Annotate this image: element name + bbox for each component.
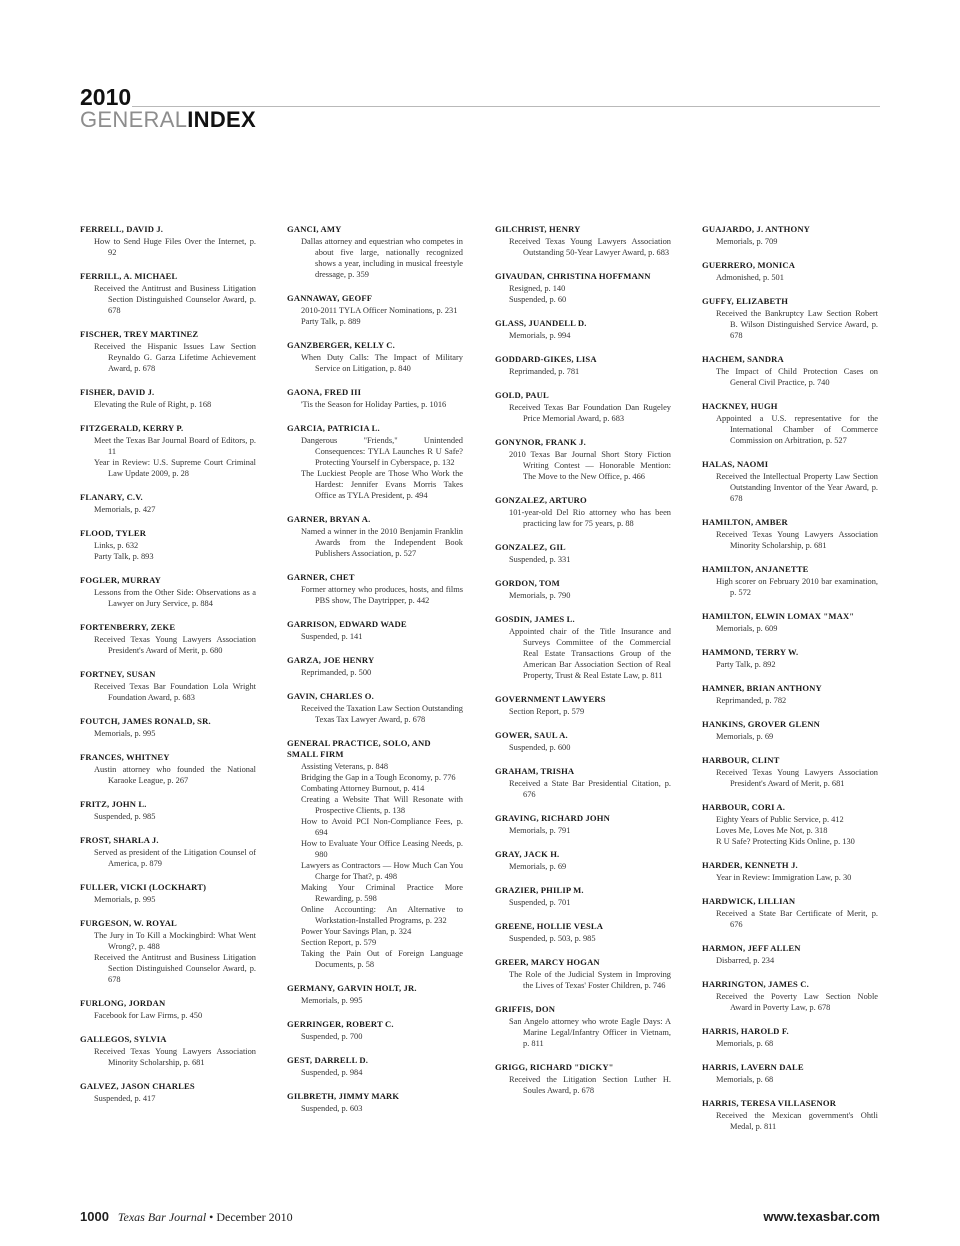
index-entry [495,224,671,258]
entry-reference: Lawyers as Contractors — How Much Can You Charge for That?, p. 498 [301,861,463,881]
entry-reference: Received the Poverty Law Section Noble Award in Poverty Law, p. 678 [716,992,878,1012]
index-entry [495,921,671,944]
index-entry [80,799,256,822]
index-header [80,86,880,131]
index-entry [702,647,878,670]
index-entry [495,318,671,341]
entry-reference: The Role of the Judicial System in Improving the Lives of Texas' Foster Children, p. 746 [509,970,671,990]
footer-bullet: • [209,1210,214,1224]
entry-reference: Links, p. 632 [94,541,139,550]
entry-reference: Resigned, p. 140 [509,284,566,293]
index-entry [702,896,878,930]
index-entry [702,719,878,742]
entry-reference: Meet the Texas Bar Journal Board of Editors, p. 11 [94,436,256,456]
entry-reference: Memorials, p. 994 [509,331,571,340]
index-entry [287,423,463,501]
index-entry [495,578,671,601]
entry-name: HAMNER, BRIAN ANTHONY [702,683,822,693]
entry-reference: 'Tis the Season for Holiday Parties, p. 1016 [301,400,447,409]
index-entry [495,1062,671,1096]
entry-reference: Received the Bankruptcy Law Section Robert B. Wilson Distinguished Service Award, p. 678 [716,309,878,340]
index-column-1 [80,224,256,1117]
index-entry [702,1098,878,1132]
index-entry [495,813,671,836]
index-entry [702,802,878,847]
entry-name: GRAHAM, TRISHA [495,766,575,776]
entry-name: GUAJARDO, J. ANTHONY [702,224,811,234]
entry-reference: Memorials, p. 427 [94,505,156,514]
entry-reference: Received Texas Bar Foundation Dan Rugeley Price Memorial Award, p. 683 [509,403,671,423]
entry-reference: Year in Review: U.S. Supreme Court Criminal Law Update 2009, p. 28 [94,458,256,478]
entry-reference: The Luckiest People are Those Who Work the Hardest: Jennifer Evans Morris Takes Office as TYLA President, p. 494 [301,469,463,500]
entry-reference: Reprimanded, p. 782 [716,696,787,705]
entry-name: FISCHER, TREY MARTINEZ [80,329,199,339]
index-entry [287,1091,463,1114]
index-entry [80,224,256,258]
entry-name: HAMILTON, ELWIN LOMAX "MAX" [702,611,855,621]
entry-name: FRANCES, WHITNEY [80,752,170,762]
entry-reference: Assisting Veterans, p. 848 [301,762,389,771]
entry-reference: Received a State Bar Presidential Citation, p. 676 [509,779,671,799]
entry-name: FORTNEY, SUSAN [80,669,156,679]
index-entry [702,755,878,789]
website-link[interactable]: www.texasbar.com [763,1209,880,1224]
entry-name: HARRINGTON, JAMES C. [702,979,809,989]
entry-reference: How to Avoid PCI Non-Compliance Fees, p. 694 [301,817,463,837]
index-entry [287,655,463,678]
entry-reference: Memorials, p. 709 [716,237,778,246]
entry-name: HAMILTON, AMBER [702,517,788,527]
entry-reference: Bridging the Gap in a Tough Economy, p. 776 [301,773,456,782]
index-entry [495,437,671,482]
entry-name: GERMANY, GARVIN HOLT, JR. [287,983,417,993]
entry-reference: How to Evaluate Your Office Leasing Needs, p. 980 [301,839,463,859]
index-entry [702,860,878,883]
entry-name: GRAZIER, PHILIP M. [495,885,584,895]
entry-name: GREER, MARCY HOGAN [495,957,600,967]
entry-name: GOVERNMENT LAWYERS [495,694,606,704]
entry-reference: Reprimanded, p. 500 [301,668,372,677]
page-number: 1000 [80,1209,109,1224]
entry-reference: Memorials, p. 69 [716,732,774,741]
index-entry [80,528,256,562]
entry-reference: Received the Antitrust and Business Litigation Section Distinguished Counselor Award, p. 678 [94,953,256,984]
entry-name: GEST, DARRELL D. [287,1055,369,1065]
index-entry [702,943,878,966]
entry-reference: Suspended, p. 985 [94,812,156,821]
entry-reference: Received Texas Young Lawyers Association President's Award of Merit, p. 680 [94,635,256,655]
index-entry [495,1004,671,1049]
entry-name: GANNAWAY, GEOFF [287,293,373,303]
entry-reference: Received the Antitrust and Business Litigation Section Distinguished Counselor Award, p. 678 [94,284,256,315]
entry-name: GANZBERGER, KELLY C. [287,340,395,350]
entry-reference: Memorials, p. 68 [716,1075,774,1084]
index-entry [702,401,878,446]
entry-reference: Received the Mexican government's Ohtli Medal, p. 811 [716,1111,878,1131]
index-entry [702,611,878,634]
entry-name: HAMILTON, ANJANETTE [702,564,809,574]
entry-reference: Dangerous "Friends," Unintended Consequences: TYLA Launches R U Safe? Protecting Yourself in Cyberspace, p. 132 [301,436,463,467]
entry-reference: How to Send Huge Files Over the Internet, p. 92 [94,237,256,257]
entry-name: GRAY, JACK H. [495,849,560,859]
entry-reference: Received Texas Bar Foundation Lola Wright Foundation Award, p. 683 [94,682,256,702]
entry-name: HANKINS, GROVER GLENN [702,719,820,729]
entry-reference: R U Safe? Protecting Kids Online, p. 130 [716,837,855,846]
entry-name: GONYNOR, FRANK J. [495,437,586,447]
entry-name: GARNER, CHET [287,572,355,582]
entry-name: GUERRERO, MONICA [702,260,796,270]
entry-reference: San Angelo attorney who wrote Eagle Days: A Marine Legal/Infantry Officer in Vietnam, p. 811 [509,1017,671,1048]
entry-reference: Section Report, p. 579 [301,938,377,947]
entry-reference: 101-year-old Del Rio attorney who has been practicing law for 75 years, p. 88 [509,508,671,528]
index-entry [80,271,256,316]
entry-name: GALVEZ, JASON CHARLES [80,1081,195,1091]
index-entry [80,998,256,1021]
index-entry [495,849,671,872]
entry-reference: Received Texas Young Lawyers Association Minority Scholarship, p. 681 [94,1047,256,1067]
index-entry [287,691,463,725]
entry-name: GRIFFIS, DON [495,1004,556,1014]
index-entry [287,738,463,970]
entry-reference: Taking the Pain Out of Foreign Language Documents, p. 58 [301,949,463,969]
entry-name: FORTENBERRY, ZEKE [80,622,176,632]
entry-reference: Memorials, p. 995 [301,996,363,1005]
index-entry [702,683,878,706]
index-entry [287,224,463,280]
entry-reference: Dallas attorney and equestrian who competes in about five large, nationally recognized shows a year, including in musical freestyle dressage, p. 359 [301,237,463,279]
entry-name: FISHER, DAVID J. [80,387,155,397]
index-entry [495,957,671,991]
entry-reference: Suspended, p. 417 [94,1094,156,1103]
entry-name: GODDARD-GIKES, LISA [495,354,597,364]
entry-name: GONZALEZ, GIL [495,542,566,552]
entry-name: FLOOD, TYLER [80,528,147,538]
index-title [80,109,880,131]
entry-reference: When Duty Calls: The Impact of Military Service on Litigation, p. 840 [301,353,463,373]
entry-reference: 2010 Texas Bar Journal Short Story Fiction Writing Contest — Honorable Mention: The Move to the New Office, p. 466 [509,450,671,481]
entry-name: GANCI, AMY [287,224,342,234]
entry-reference: Memorials, p. 609 [716,624,778,633]
entry-name: FULLER, VICKI (LOCKHART) [80,882,207,892]
entry-reference: Loves Me, Loves Me Not, p. 318 [716,826,828,835]
entry-name: FLANARY, C.V. [80,492,143,502]
entry-name: GONZALEZ, ARTURO [495,495,587,505]
index-entry [80,423,256,479]
entry-name: FURLONG, JORDAN [80,998,166,1008]
entry-reference: Eighty Years of Public Service, p. 412 [716,815,844,824]
index-entry [80,329,256,374]
entry-reference: Creating a Website That Will Resonate with Prospective Clients, p. 138 [301,795,463,815]
entry-name: GAONA, FRED III [287,387,362,397]
index-entry [495,694,671,717]
index-entry [287,1055,463,1078]
index-entry [287,293,463,327]
entry-reference: Received a State Bar Certificate of Merit, p. 676 [716,909,878,929]
entry-reference: Reprimanded, p. 781 [509,367,580,376]
entry-name: FITZGERALD, KERRY P. [80,423,184,433]
entry-reference: Appointed a U.S. representative for the International Chamber of Commerce Commission on Arbitration, p. 527 [716,414,878,445]
entry-name: FOGLER, MURRAY [80,575,162,585]
journal-name: Texas Bar Journal [117,1210,207,1224]
entry-reference: Online Accounting: An Alternative to Workstation-Installed Programs, p. 232 [301,905,463,925]
entry-reference: Power Your Savings Plan, p. 324 [301,927,412,936]
index-column-2 [287,224,463,1127]
entry-name: GARRISON, EDWARD WADE [287,619,407,629]
entry-name: GUFFY, ELIZABETH [702,296,789,306]
page-footer [80,1209,880,1225]
entry-name: GOLD, PAUL [495,390,549,400]
entry-reference: Party Talk, p. 892 [716,660,776,669]
entry-reference: Received the Taxation Law Section Outstanding Texas Tax Lawyer Award, p. 678 [301,704,463,724]
index-entry [287,340,463,374]
index-entry [495,271,671,305]
entry-name: FURGESON, W. ROYAL [80,918,177,928]
entry-name: HARRIS, HAROLD F. [702,1026,789,1036]
entry-name: FRITZ, JOHN L. [80,799,147,809]
entry-name: HAMMOND, TERRY W. [702,647,799,657]
index-entry [287,387,463,410]
entry-reference: 2010-2011 TYLA Officer Nominations, p. 231 [301,306,458,315]
index-entry [80,669,256,703]
header-rule [132,106,880,107]
entry-name: GARNER, BRYAN A. [287,514,371,524]
entry-name: GERRINGER, ROBERT C. [287,1019,394,1029]
entry-reference: Lessons from the Other Side: Observations as a Lawyer on Jury Service, p. 884 [94,588,256,608]
entry-reference: Received the Hispanic Issues Law Section Reynaldo G. Garza Lifetime Achievement Award, p. 678 [94,342,256,373]
entry-reference: Received the Litigation Section Luther H. Soules Award, p. 678 [509,1075,671,1095]
entry-name: GLASS, JUANDELL D. [495,318,587,328]
index-entry [287,983,463,1006]
entry-reference: Suspended, p. 984 [301,1068,363,1077]
entry-reference: Memorials, p. 68 [716,1039,774,1048]
index-entry [702,260,878,283]
index-entry [495,885,671,908]
index-entry [702,517,878,551]
entry-reference: Suspended, p. 700 [301,1032,363,1041]
entry-reference: Suspended, p. 331 [509,555,571,564]
entry-reference: Suspended, p. 141 [301,632,363,641]
index-entry [80,752,256,786]
index-entry [80,575,256,609]
entry-reference: Named a winner in the 2010 Benjamin Franklin Awards from the Independent Book Publishers Association, p. 527 [301,527,463,558]
index-entry [495,495,671,529]
index-entry [80,835,256,869]
entry-reference: Appointed chair of the Title Insurance and Surveys Committee of the Commercial Real Estate Transactions Group of the American Bar Association Section of Real Property, Trust & Real Estate Law, p. 811 [509,627,671,680]
index-entry [80,1034,256,1068]
entry-reference: Suspended, p. 603 [301,1104,363,1113]
entry-name: GRIGG, RICHARD "DICKY" [495,1062,614,1072]
entry-name: GOWER, SAUL A. [495,730,568,740]
entry-reference: Section Report, p. 579 [509,707,585,716]
entry-reference: Austin attorney who founded the National Karaoke League, p. 267 [94,765,256,785]
entry-name: HARDWICK, LILLIAN [702,896,796,906]
entry-reference: Disbarred, p. 234 [716,956,775,965]
index-entry [287,1019,463,1042]
entry-name: HARRIS, TERESA VILLASENOR [702,1098,837,1108]
entry-name: HARBOUR, CORI A. [702,802,786,812]
index-entry [702,224,878,247]
entry-name: HARMON, JEFF ALLEN [702,943,801,953]
entry-reference: Received Texas Young Lawyers Association Outstanding 50-Year Lawyer Award, p. 683 [509,237,671,257]
index-entry [495,730,671,753]
entry-reference: Memorials, p. 69 [509,862,567,871]
index-entry [80,918,256,985]
index-entry [287,619,463,642]
index-entry [702,1062,878,1085]
index-entry [80,387,256,410]
entry-reference: Facebook for Law Firms, p. 450 [94,1011,203,1020]
index-entry [495,354,671,377]
index-entry [702,354,878,388]
entry-name: GREENE, HOLLIE VESLA [495,921,604,931]
entry-name: HARDER, KENNETH J. [702,860,798,870]
entry-name: HACKNEY, HUGH [702,401,778,411]
entry-name: FERRILL, A. MICHAEL [80,271,178,281]
entry-reference: Making Your Criminal Practice More Rewarding, p. 598 [301,883,463,903]
entry-reference: The Impact of Child Protection Cases on General Civil Practice, p. 740 [716,367,878,387]
index-entry [80,716,256,739]
entry-name: GIVAUDAN, CHRISTINA HOFFMANN [495,271,651,281]
entry-reference: Suspended, p. 600 [509,743,571,752]
entry-reference: Combating Attorney Burnout, p. 414 [301,784,425,793]
index-entry [495,542,671,565]
entry-reference: Suspended, p. 503, p. 985 [509,934,596,943]
entry-name: FROST, SHARLA J. [80,835,159,845]
entry-reference: Received Texas Young Lawyers Association Minority Scholarship, p. 681 [716,530,878,550]
entry-name: GENERAL PRACTICE, SOLO, AND SMALL FIRM [287,738,431,759]
index-column-3 [495,224,671,1109]
entry-name: GAVIN, CHARLES O. [287,691,374,701]
index-entry [80,622,256,656]
entry-reference: Suspended, p. 60 [509,295,567,304]
index-entry [702,296,878,341]
entry-name: HARRIS, LAVERN DALE [702,1062,804,1072]
entry-name: HARBOUR, CLINT [702,755,780,765]
index-entry [495,766,671,800]
entry-reference: Former attorney who produces, hosts, and films PBS show, The Daytripper, p. 442 [301,585,463,605]
index-entry [702,459,878,504]
index-year: 2010 [80,84,132,110]
index-entry [495,390,671,424]
entry-name: HALAS, NAOMI [702,459,769,469]
entry-name: GARCIA, PATRICIA L. [287,423,380,433]
index-entry [80,882,256,905]
entry-name: GRAVING, RICHARD JOHN [495,813,610,823]
index-entry [702,1026,878,1049]
entry-reference: High scorer on February 2010 bar examination, p. 572 [716,577,878,597]
entry-name: GILCHRIST, HENRY [495,224,581,234]
entry-reference: Memorials, p. 995 [94,729,156,738]
entry-reference: Memorials, p. 995 [94,895,156,904]
entry-reference: Memorials, p. 791 [509,826,571,835]
entry-reference: Party Talk, p. 889 [301,317,361,326]
index-entry [495,614,671,681]
entry-name: GOSDIN, JAMES L. [495,614,575,624]
entry-reference: Admonished, p. 501 [716,273,784,282]
title-bold: INDEX [187,107,256,132]
index-entry [702,979,878,1013]
index-entry [80,1081,256,1104]
entry-name: HACHEM, SANDRA [702,354,784,364]
index-entry [80,492,256,515]
entry-reference: Elevating the Rule of Right, p. 168 [94,400,212,409]
entry-reference: Suspended, p. 701 [509,898,571,907]
entry-reference: Received Texas Young Lawyers Association President's Award of Merit, p. 681 [716,768,878,788]
entry-name: FERRELL, DAVID J. [80,224,164,234]
index-entry [702,564,878,598]
title-light: GENERAL [80,107,188,132]
entry-name: GALLEGOS, SYLVIA [80,1034,167,1044]
index-column-4 [702,224,878,1145]
entry-name: GARZA, JOE HENRY [287,655,375,665]
entry-reference: The Jury in To Kill a Mockingbird: What Went Wrong?, p. 488 [94,931,256,951]
index-entry [287,572,463,606]
entry-name: FOUTCH, JAMES RONALD, SR. [80,716,211,726]
entry-reference: Received the Intellectual Property Law Section Outstanding Inventor of the Year Award, p. 678 [716,472,878,503]
entry-name: GILBRETH, JIMMY MARK [287,1091,400,1101]
entry-reference: Memorials, p. 790 [509,591,571,600]
entry-reference: Served as president of the Litigation Counsel of America, p. 879 [94,848,256,868]
issue-date: December 2010 [216,1210,293,1224]
entry-name: GORDON, TOM [495,578,560,588]
index-entry [287,514,463,559]
entry-reference: Year in Review: Immigration Law, p. 30 [716,873,852,882]
entry-reference: Party Talk, p. 893 [94,552,154,561]
